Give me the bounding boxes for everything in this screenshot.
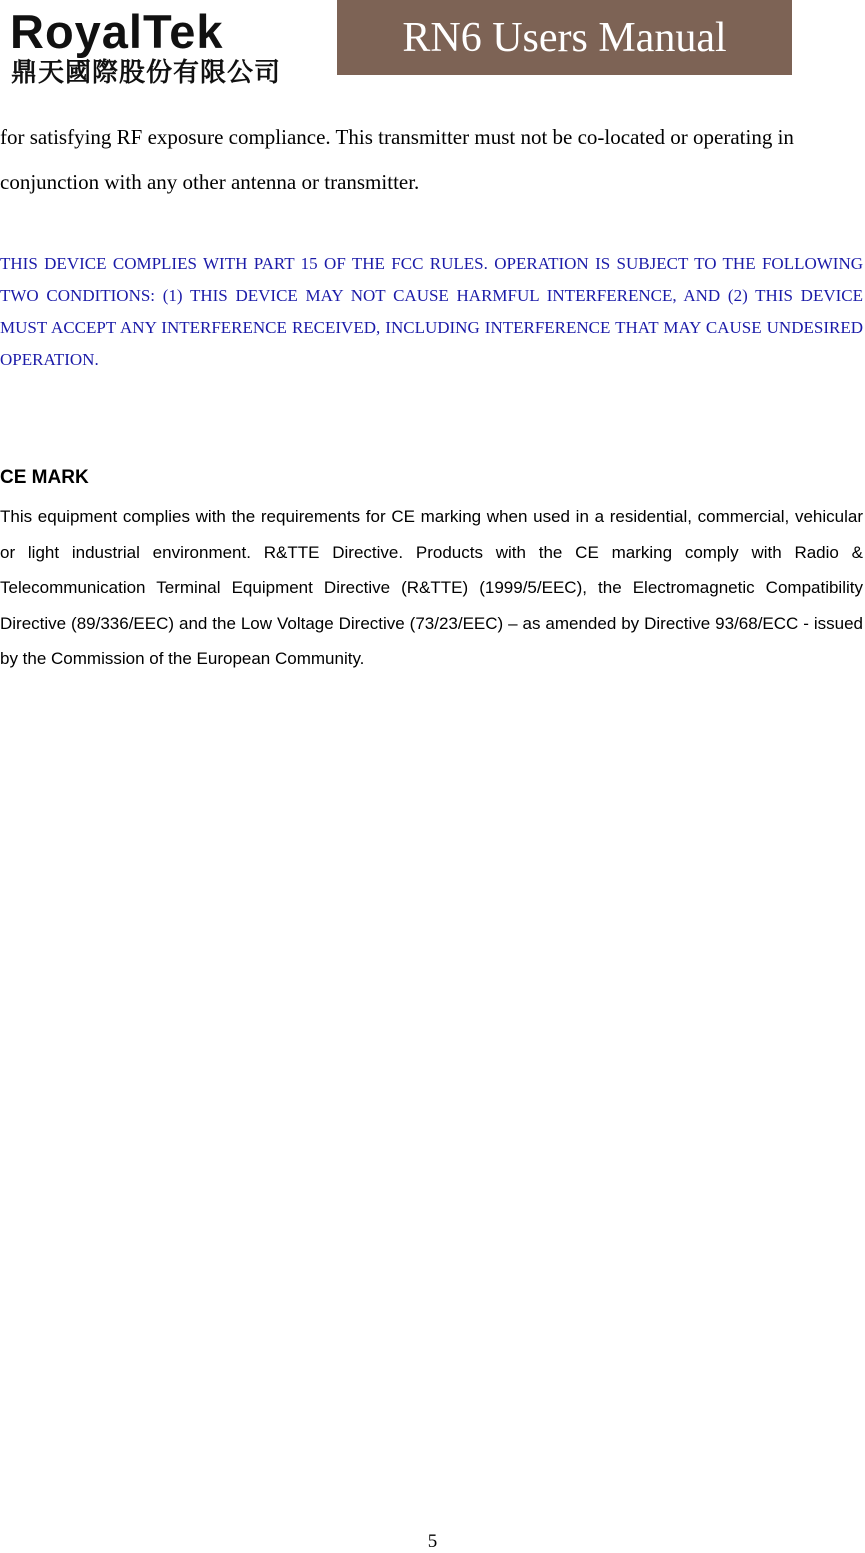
logo-wordmark: RoyalTek bbox=[10, 5, 224, 58]
page-number: 5 bbox=[427, 1531, 438, 1552]
manual-title-banner bbox=[337, 0, 792, 75]
ce-mark-heading: CE MARK bbox=[0, 467, 89, 488]
logo-chinese-name: 鼎天國際股份有限公司 bbox=[11, 58, 282, 88]
rf-exposure-paragraph: for satisfying RF exposure compliance. This transmitter must not be co-located or operating in conjunction with any other antenna or transmitter. bbox=[0, 125, 794, 194]
manual-title: RN6 Users Manual bbox=[402, 14, 727, 61]
fcc-statement: THIS DEVICE COMPLIES WITH PART 15 OF THE FCC RULES. OPERATION IS SUBJECT TO THE FOLLOWING TWO CONDITIONS: (1) THIS DEVICE MAY NOT CAUSE HARMFUL INTERFERENCE, AND (2) THIS DEVICE MUST ACCEPT ANY INTERFERENCE RECEIVED, INCLUDING INTERFERENCE THAT MAY CAUSE UNDESIRED OPERATION. bbox=[0, 254, 863, 369]
royaltek-logo bbox=[10, 6, 310, 88]
ce-mark-paragraph: This equipment complies with the requirements for CE marking when used in a residential, commercial, vehicular or light industrial environment. R&TTE Directive. Products with the CE marking comply with Radio & Telecommunication Terminal Equipment Directive (R&TTE) (1999/5/EEC), the Electromagnetic Compatibility Directive (89/336/EEC) and the Low Voltage Directive (73/23/EEC) – as amended by Directive 93/68/ECC - issued by the Commission of the European Community. bbox=[0, 507, 863, 668]
